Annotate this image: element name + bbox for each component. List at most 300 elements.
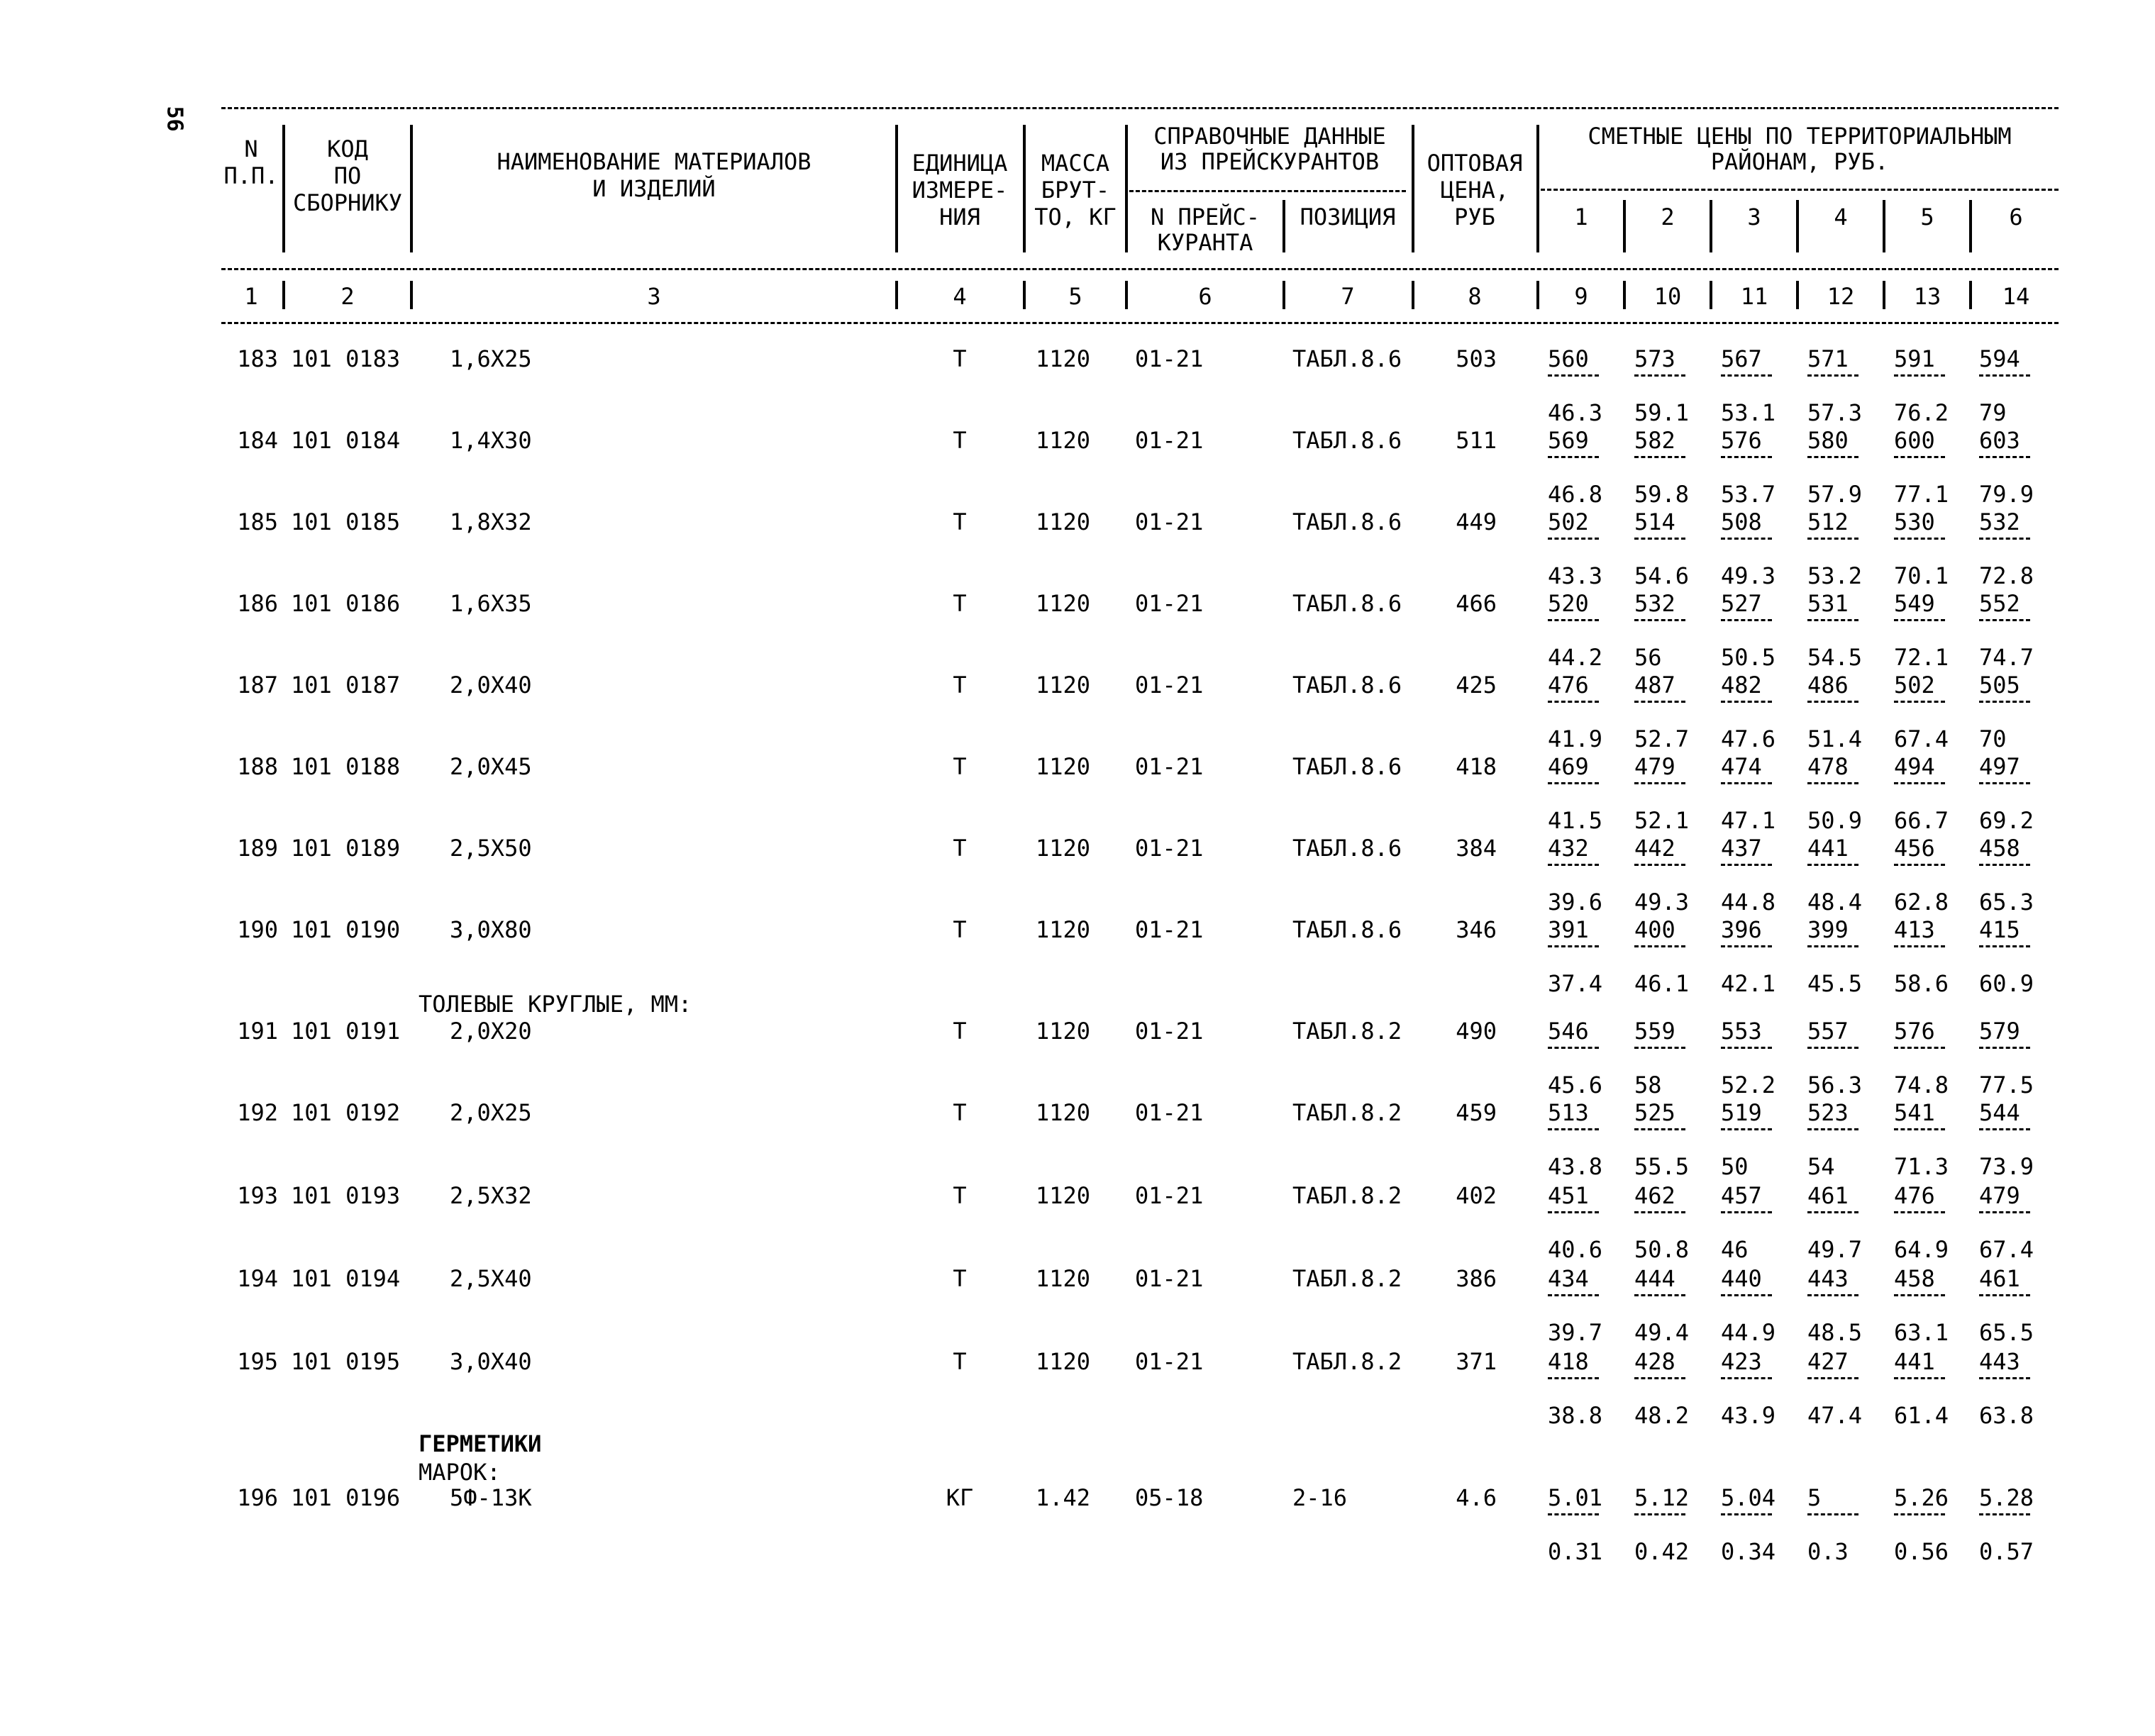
row-number: 183 (237, 345, 278, 372)
district-denominator: 47.1 (1721, 807, 1776, 834)
fraction-rule (1634, 456, 1685, 458)
fraction-rule (1894, 864, 1945, 866)
row-pricelist: 01-21 (1135, 753, 1204, 780)
row-unit: Т (953, 835, 967, 862)
row-pricelist: 01-21 (1135, 1348, 1204, 1375)
fraction-rule (1634, 619, 1685, 621)
district-price: 478 (1807, 753, 1849, 780)
col-num: 10 (1653, 283, 1682, 310)
district-price: 474 (1721, 753, 1762, 780)
district-denominator: 42.1 (1721, 970, 1776, 997)
row-wholesale-price: 346 (1456, 916, 1497, 943)
row-code: 101 0183 (291, 345, 401, 372)
row-number: 192 (237, 1099, 278, 1126)
district-price: 5.26 (1894, 1484, 1949, 1511)
district-denominator: 46 (1721, 1236, 1749, 1263)
col-separator (1710, 200, 1712, 252)
header-unit-line2: ИЗМЕРЕ- (912, 177, 1008, 204)
row-unit: Т (953, 345, 967, 372)
district-price: 476 (1548, 672, 1589, 699)
row-position: ТАБЛ.8.6 (1292, 345, 1402, 372)
district-denominator: 53.1 (1721, 399, 1776, 426)
row-wholesale-price: 4.6 (1456, 1484, 1497, 1511)
fraction-rule (1634, 1128, 1685, 1130)
fraction-rule (1634, 538, 1685, 540)
fraction-rule (1721, 538, 1772, 540)
district-price: 418 (1548, 1348, 1589, 1375)
fraction-rule (1548, 1377, 1599, 1379)
district-price: 567 (1721, 345, 1762, 372)
row-pricelist: 01-21 (1135, 1099, 1204, 1126)
row-wholesale-price: 425 (1456, 672, 1497, 699)
district-price: 591 (1894, 345, 1935, 372)
district-denominator: 61.4 (1894, 1402, 1949, 1429)
district-price: 571 (1807, 345, 1849, 372)
district-denominator: 46.8 (1548, 481, 1603, 508)
district-price: 441 (1894, 1348, 1935, 1375)
row-mass: 1120 (1036, 1182, 1091, 1209)
district-denominator: 49.7 (1807, 1236, 1863, 1263)
fraction-rule (1807, 701, 1858, 703)
col-separator (1125, 281, 1128, 309)
header-num-line2: П.П. (223, 162, 279, 189)
fraction-rule (1548, 456, 1599, 458)
district-price: 391 (1548, 916, 1589, 943)
district-price: 576 (1721, 427, 1762, 454)
district-denominator: 67.4 (1894, 725, 1949, 752)
row-number: 190 (237, 916, 278, 943)
fraction-rule (1634, 374, 1685, 377)
fraction-rule (1979, 1294, 2030, 1296)
fraction-rule (1894, 619, 1945, 621)
district-denominator: 53.7 (1721, 481, 1776, 508)
row-mass: 1120 (1036, 508, 1091, 535)
fraction-rule (1894, 1047, 1945, 1049)
row-unit: КГ (946, 1484, 974, 1511)
fraction-rule (1979, 1513, 2030, 1515)
fraction-rule (1634, 1047, 1685, 1049)
row-number: 195 (237, 1348, 278, 1375)
district-price: 520 (1548, 590, 1589, 617)
row-position: ТАБЛ.8.2 (1292, 1265, 1402, 1292)
row-pricelist: 01-21 (1135, 672, 1204, 699)
district-price: 560 (1548, 345, 1589, 372)
row-mass: 1120 (1036, 427, 1091, 454)
row-pricelist: 01-21 (1135, 1182, 1204, 1209)
fraction-rule (1548, 1211, 1599, 1213)
district-denominator: 76.2 (1894, 399, 1949, 426)
district-price: 557 (1807, 1018, 1849, 1045)
fraction-rule (1634, 1211, 1685, 1213)
district-denominator: 51.4 (1807, 725, 1863, 752)
district-denominator: 48.5 (1807, 1319, 1863, 1346)
row-number: 188 (237, 753, 278, 780)
district-price: 399 (1807, 916, 1849, 943)
district-denominator: 50.9 (1807, 807, 1863, 834)
row-mass: 1.42 (1036, 1484, 1091, 1511)
district-price: 437 (1721, 835, 1762, 862)
row-code: 101 0196 (291, 1484, 401, 1511)
header-top-rule (221, 107, 2059, 109)
district-price: 482 (1721, 672, 1762, 699)
row-number: 194 (237, 1265, 278, 1292)
district-price: 428 (1634, 1348, 1675, 1375)
fraction-rule (1721, 1294, 1772, 1296)
district-price: 5 (1807, 1484, 1822, 1511)
district-denominator: 37.4 (1548, 970, 1603, 997)
fraction-rule (1548, 782, 1599, 784)
district-price: 415 (1979, 916, 2020, 943)
row-name: 2,0Х20 (450, 1018, 532, 1045)
col-separator (1796, 281, 1799, 309)
district-price: 532 (1979, 508, 2020, 535)
header-mass-line1: МАССА (1041, 150, 1110, 177)
col-num: 5 (1068, 283, 1082, 310)
row-wholesale-price: 511 (1456, 427, 1497, 454)
fraction-rule (1634, 1294, 1685, 1296)
district-denominator: 70.1 (1894, 562, 1949, 589)
district-price: 544 (1979, 1099, 2020, 1126)
fraction-rule (1548, 538, 1599, 540)
district-denominator: 52.7 (1634, 725, 1690, 752)
district-denominator: 0.3 (1807, 1538, 1849, 1565)
row-wholesale-price: 386 (1456, 1265, 1497, 1292)
district-price: 549 (1894, 590, 1935, 617)
row-name: 2,5Х40 (450, 1265, 532, 1292)
col-separator (1969, 281, 1972, 309)
fraction-rule (1634, 1377, 1685, 1379)
col-separator (1536, 125, 1539, 252)
fraction-rule (1979, 1377, 2030, 1379)
district-denominator: 65.3 (1979, 889, 2034, 916)
header-wholesale-line2: ЦЕНА, (1440, 177, 1509, 204)
fraction-rule (1894, 1128, 1945, 1130)
fraction-rule (1894, 374, 1945, 377)
row-code: 101 0188 (291, 753, 401, 780)
row-position: ТАБЛ.8.6 (1292, 753, 1402, 780)
fraction-rule (1979, 538, 2030, 540)
district-denominator: 44.8 (1721, 889, 1776, 916)
district-price: 546 (1548, 1018, 1589, 1045)
district-denominator: 39.7 (1548, 1319, 1603, 1346)
district-price: 442 (1634, 835, 1675, 862)
row-position: 2-16 (1292, 1484, 1348, 1511)
district-denominator: 54.6 (1634, 562, 1690, 589)
row-position: ТАБЛ.8.6 (1292, 590, 1402, 617)
header-wholesale-line1: ОПТОВАЯ (1426, 150, 1523, 177)
row-pricelist: 01-21 (1135, 345, 1204, 372)
fraction-rule (1721, 1377, 1772, 1379)
row-wholesale-price: 384 (1456, 835, 1497, 862)
row-position: ТАБЛ.8.2 (1292, 1182, 1402, 1209)
fraction-rule (1894, 456, 1945, 458)
fraction-rule (1807, 1294, 1858, 1296)
district-price: 396 (1721, 916, 1762, 943)
district-denominator: 69.2 (1979, 807, 2034, 834)
ref-divider-rule (1129, 190, 1406, 192)
fraction-rule (1721, 782, 1772, 784)
row-name: 2,0Х40 (450, 672, 532, 699)
district-denominator: 47.4 (1807, 1402, 1863, 1429)
district-denominator: 43.9 (1721, 1402, 1776, 1429)
district-denominator: 50.5 (1721, 644, 1776, 671)
fraction-rule (1979, 1047, 2030, 1049)
row-unit: Т (953, 1182, 967, 1209)
header-district-5: 5 (1920, 204, 1934, 230)
header-district-4: 4 (1834, 204, 1848, 230)
district-denominator: 48.2 (1634, 1402, 1690, 1429)
col-separator (1125, 125, 1128, 252)
district-denominator: 64.9 (1894, 1236, 1949, 1263)
header-pricelist-line2: КУРАНТА (1157, 229, 1253, 256)
district-denominator: 0.34 (1721, 1538, 1776, 1565)
row-wholesale-price: 490 (1456, 1018, 1497, 1045)
col-num: 4 (953, 283, 967, 310)
district-denominator: 72.1 (1894, 644, 1949, 671)
district-price: 494 (1894, 753, 1935, 780)
district-price: 5.28 (1979, 1484, 2034, 1511)
district-price: 525 (1634, 1099, 1675, 1126)
fraction-rule (1634, 945, 1685, 947)
header-unit-line3: НИЯ (939, 204, 980, 230)
district-denominator: 46.1 (1634, 970, 1690, 997)
row-code: 101 0189 (291, 835, 401, 862)
col-num: 1 (244, 283, 258, 310)
fraction-rule (1894, 945, 1945, 947)
header-code-line3: СБОРНИКУ (292, 189, 403, 216)
district-denominator: 46.3 (1548, 399, 1603, 426)
row-number: 191 (237, 1018, 278, 1045)
district-denominator: 0.56 (1894, 1538, 1949, 1565)
fraction-rule (1979, 456, 2030, 458)
district-price: 458 (1979, 835, 2020, 862)
header-wholesale-line3: РУБ (1454, 204, 1495, 230)
row-unit: Т (953, 590, 967, 617)
district-price: 434 (1548, 1265, 1589, 1292)
district-denominator: 54.5 (1807, 644, 1863, 671)
row-pricelist: 01-21 (1135, 427, 1204, 454)
col-separator (1796, 200, 1799, 252)
row-pricelist: 01-21 (1135, 508, 1204, 535)
col-separator (1710, 281, 1712, 309)
district-price: 432 (1548, 835, 1589, 862)
district-denominator: 43.8 (1548, 1153, 1603, 1180)
row-unit: Т (953, 672, 967, 699)
district-price: 479 (1979, 1182, 2020, 1209)
fraction-rule (1721, 945, 1772, 947)
header-pricelist-line1: N ПРЕЙС- (1150, 204, 1261, 230)
row-number: 187 (237, 672, 278, 699)
header-mid-rule (221, 268, 2059, 270)
district-price: 576 (1894, 1018, 1935, 1045)
district-price: 553 (1721, 1018, 1762, 1045)
col-separator (282, 125, 285, 252)
fraction-rule (1979, 782, 2030, 784)
district-price: 530 (1894, 508, 1935, 535)
row-code: 101 0193 (291, 1182, 401, 1209)
col-separator (1883, 281, 1885, 309)
col-num: 8 (1468, 283, 1482, 310)
district-denominator: 63.8 (1979, 1402, 2034, 1429)
fraction-rule (1807, 1513, 1858, 1515)
district-price: 479 (1634, 753, 1675, 780)
district-price: 451 (1548, 1182, 1589, 1209)
district-denominator: 47.6 (1721, 725, 1776, 752)
row-unit: Т (953, 508, 967, 535)
district-price: 462 (1634, 1182, 1675, 1209)
district-price: 456 (1894, 835, 1935, 862)
district-denominator: 59.1 (1634, 399, 1690, 426)
row-unit: Т (953, 753, 967, 780)
row-mass: 1120 (1036, 1348, 1091, 1375)
row-mass: 1120 (1036, 672, 1091, 699)
fraction-rule (1979, 1128, 2030, 1130)
district-denominator: 66.7 (1894, 807, 1949, 834)
district-price: 486 (1807, 672, 1849, 699)
fraction-rule (1548, 864, 1599, 866)
row-pricelist: 01-21 (1135, 1265, 1204, 1292)
district-denominator: 43.3 (1548, 562, 1603, 589)
row-name: 1,6Х35 (450, 590, 532, 617)
fraction-rule (1894, 1294, 1945, 1296)
district-price: 513 (1548, 1099, 1589, 1126)
row-mass: 1120 (1036, 1265, 1091, 1292)
fraction-rule (1548, 1513, 1599, 1515)
district-price: 5.12 (1634, 1484, 1690, 1511)
district-price: 443 (1979, 1348, 2020, 1375)
district-denominator: 40.6 (1548, 1236, 1603, 1263)
section-label: ГЕРМЕТИКИ (419, 1430, 542, 1457)
col-num: 13 (1913, 283, 1941, 310)
district-price: 569 (1548, 427, 1589, 454)
row-pricelist: 01-21 (1135, 1018, 1204, 1045)
row-name: 2,0Х25 (450, 1099, 532, 1126)
col-num: 6 (1198, 283, 1212, 310)
district-denominator: 73.9 (1979, 1153, 2034, 1180)
district-price: 512 (1807, 508, 1849, 535)
district-price: 440 (1721, 1265, 1762, 1292)
district-price: 519 (1721, 1099, 1762, 1126)
district-price: 502 (1894, 672, 1935, 699)
row-number: 196 (237, 1484, 278, 1511)
district-price: 532 (1634, 590, 1675, 617)
district-price: 527 (1721, 590, 1762, 617)
row-name: 1,8Х32 (450, 508, 532, 535)
header-district-2: 2 (1661, 204, 1675, 230)
district-price: 427 (1807, 1348, 1849, 1375)
row-wholesale-price: 466 (1456, 590, 1497, 617)
fraction-rule (1807, 1128, 1858, 1130)
district-price: 413 (1894, 916, 1935, 943)
col-separator (282, 281, 285, 309)
district-denominator: 52.2 (1721, 1072, 1776, 1098)
district-denominator: 48.4 (1807, 889, 1863, 916)
row-mass: 1120 (1036, 753, 1091, 780)
row-number: 185 (237, 508, 278, 535)
district-denominator: 0.57 (1979, 1538, 2034, 1565)
row-unit: Т (953, 1348, 967, 1375)
district-denominator: 58 (1634, 1072, 1662, 1098)
row-name: 1,6Х25 (450, 345, 532, 372)
header-price-title-line2: РАЙОНАМ, РУБ. (1710, 148, 1889, 175)
col-num: 9 (1574, 283, 1588, 310)
district-denominator: 58.6 (1894, 970, 1949, 997)
fraction-rule (1721, 864, 1772, 866)
col-num: 7 (1341, 283, 1355, 310)
fraction-rule (1548, 1047, 1599, 1049)
district-denominator: 54 (1807, 1153, 1835, 1180)
header-num-line1: N (244, 135, 258, 162)
district-denominator: 71.3 (1894, 1153, 1949, 1180)
district-price: 461 (1979, 1265, 2020, 1292)
row-code: 101 0195 (291, 1348, 401, 1375)
header-ref-title-line2: ИЗ ПРЕЙСКУРАНТОВ (1160, 148, 1380, 175)
district-denominator: 0.42 (1634, 1538, 1690, 1565)
row-mass: 1120 (1036, 345, 1091, 372)
district-price: 552 (1979, 590, 2020, 617)
district-denominator: 74.8 (1894, 1072, 1949, 1098)
district-denominator: 52.1 (1634, 807, 1690, 834)
fraction-rule (1634, 1513, 1685, 1515)
fraction-rule (1548, 619, 1599, 621)
row-position: ТАБЛ.8.2 (1292, 1348, 1402, 1375)
row-position: ТАБЛ.8.2 (1292, 1099, 1402, 1126)
district-denominator: 44.9 (1721, 1319, 1776, 1346)
fraction-rule (1807, 1047, 1858, 1049)
district-price: 594 (1979, 345, 2020, 372)
col-separator (410, 125, 413, 252)
row-wholesale-price: 371 (1456, 1348, 1497, 1375)
row-code: 101 0187 (291, 672, 401, 699)
district-denominator: 56.3 (1807, 1072, 1863, 1098)
price-divider-rule (1541, 189, 2059, 191)
fraction-rule (1807, 945, 1858, 947)
fraction-rule (1721, 1128, 1772, 1130)
header-name-line1: НАИМЕНОВАНИЕ МАТЕРИАЛОВ (497, 148, 811, 175)
district-price: 531 (1807, 590, 1849, 617)
district-price: 580 (1807, 427, 1849, 454)
row-number: 189 (237, 835, 278, 862)
district-price: 579 (1979, 1018, 2020, 1045)
district-price: 476 (1894, 1182, 1935, 1209)
district-denominator: 56 (1634, 644, 1662, 671)
district-price: 497 (1979, 753, 2020, 780)
col-separator (1883, 200, 1885, 252)
district-denominator: 79 (1979, 399, 2007, 426)
header-name-line2: И ИЗДЕЛИЙ (592, 175, 716, 202)
district-denominator: 77.5 (1979, 1072, 2034, 1098)
row-pricelist: 05-18 (1135, 1484, 1204, 1511)
fraction-rule (1979, 1211, 2030, 1213)
district-price: 487 (1634, 672, 1675, 699)
row-unit: Т (953, 427, 967, 454)
row-unit: Т (953, 916, 967, 943)
row-wholesale-price: 503 (1456, 345, 1497, 372)
row-code: 101 0190 (291, 916, 401, 943)
fraction-rule (1807, 374, 1858, 377)
row-code: 101 0186 (291, 590, 401, 617)
row-name: 2,5Х50 (450, 835, 532, 862)
row-mass: 1120 (1036, 1018, 1091, 1045)
row-position: ТАБЛ.8.2 (1292, 1018, 1402, 1045)
header-district-6: 6 (2009, 204, 2023, 230)
row-number: 186 (237, 590, 278, 617)
district-denominator: 72.8 (1979, 562, 2034, 589)
row-pricelist: 01-21 (1135, 835, 1204, 862)
district-price: 573 (1634, 345, 1675, 372)
district-price: 441 (1807, 835, 1849, 862)
row-number: 184 (237, 427, 278, 454)
